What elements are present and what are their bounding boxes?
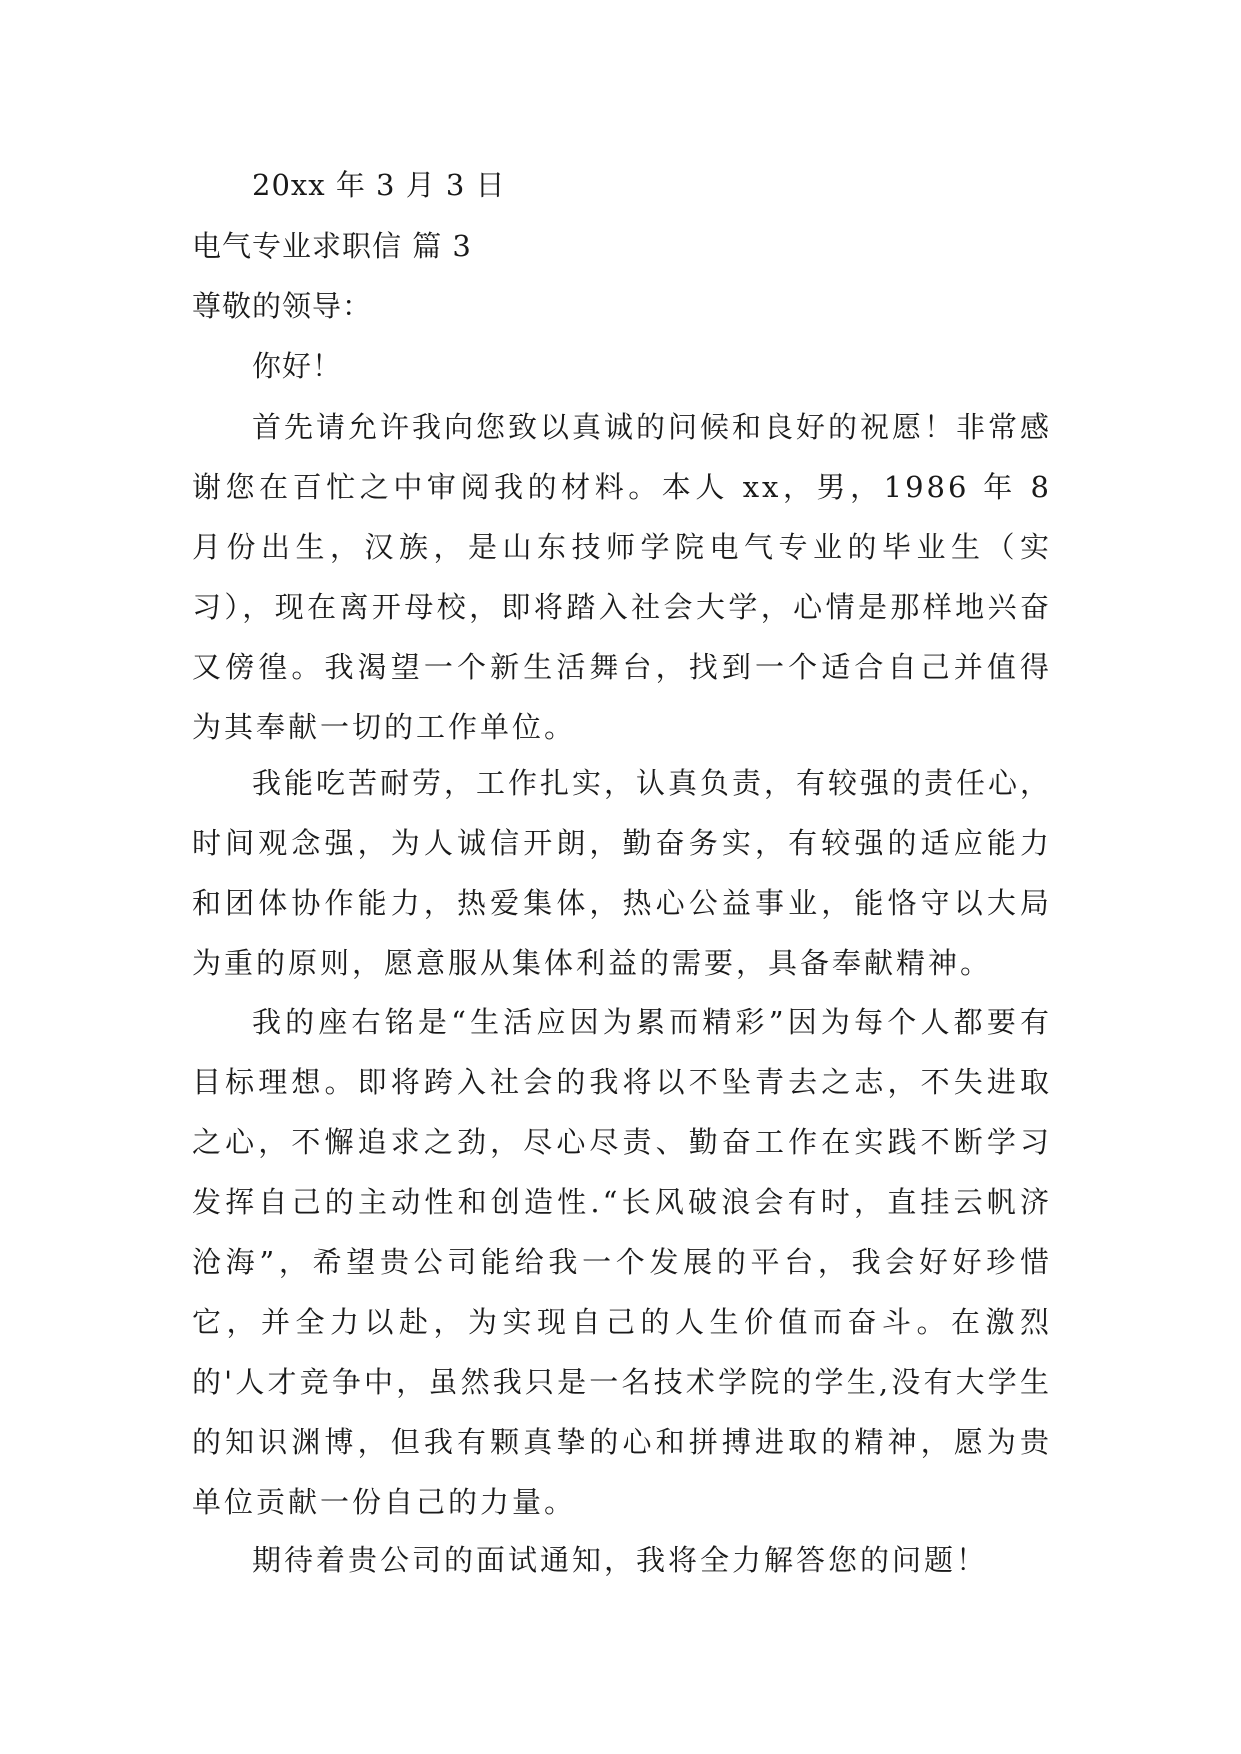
letter-greeting: 你好！	[252, 349, 343, 383]
body-paragraph-4: 期待着贵公司的面试通知，我将全力解答您的问题！	[252, 1543, 989, 1577]
letter-date: 20xx 年 3 月 3 日	[252, 168, 506, 202]
body-paragraph-2: 我能吃苦耐劳，工作扎实，认真负责，有较强的责任心，时间观念强，为人诚信开朗，勤奋务实，有较强的适应能力和团体协作能力，热爱集体，热心公益事业，能恪守以大局为重的原则，愿意服从集体利益的需要，具备奉献精神。	[192, 766, 1053, 980]
body-paragraph-3: 我的座右铭是“生活应因为累而精彩”因为每个人都要有目标理想。即将跨入社会的我将以不坠青去之志，不失进取之心，不懈追求之劲，尽心尽责、勤奋工作在实践不断学习发挥自己的主动性和创造性.“长风破浪会有时，直挂云帆济沧海”，希望贵公司能给我一个发展的平台，我会好好珍惜它，并全力以赴，为实现自己的人生价值而奋斗。在激烈的'人才竞争中，虽然我只是一名技术学院的学生,没有大学生的知识渊博，但我有颗真挚的心和拼搏进取的精神，愿为贵单位贡献一份自己的力量。	[192, 1005, 1052, 1519]
letter-salutation: 尊敬的领导：	[192, 289, 373, 323]
body-paragraph-1: 首先请允许我向您致以真诚的问候和良好的祝愿！非常感谢您在百忙之中审阅我的材料。本人 xx，男，1986 年 8 月份出生，汉族，是山东技师学院电气专业的毕业生（实习），现在离开母校，即将踏入社会大学，心情是那样地兴奋又傍徨。我渴望一个新生活舞台，找到一个适合自己并值得为其奉献一切的工作单位。	[192, 410, 1053, 744]
letter-title: 电气专业求职信 篇 3	[192, 229, 472, 263]
